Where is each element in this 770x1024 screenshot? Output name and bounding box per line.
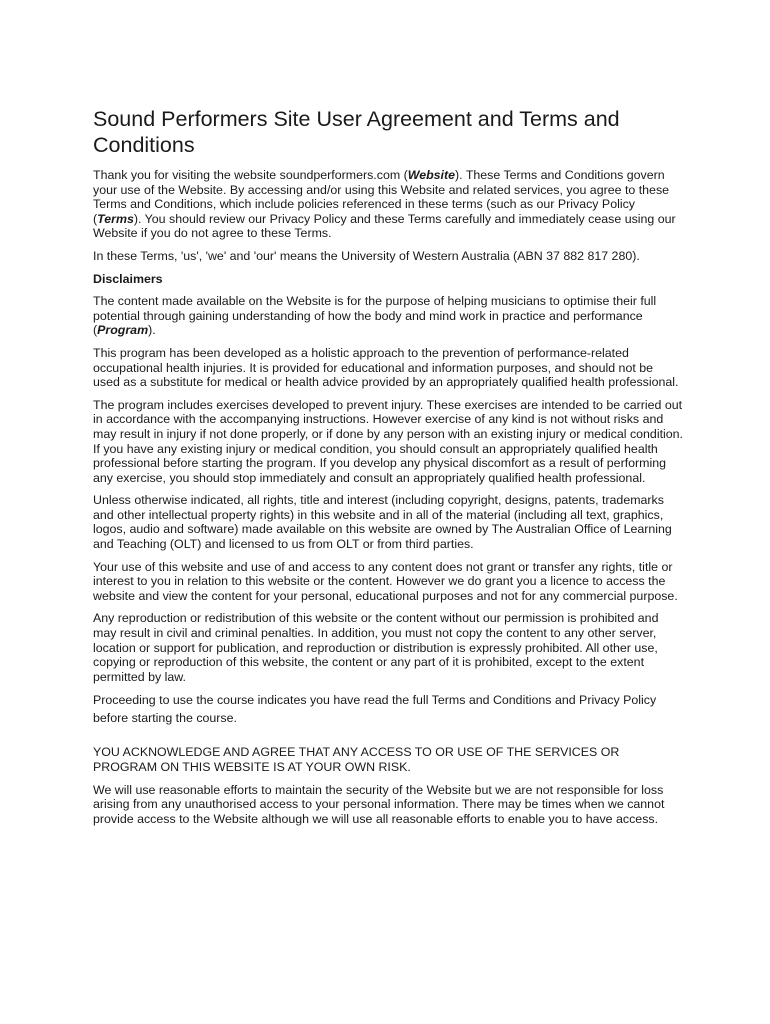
website-term: Website <box>407 168 456 182</box>
security-paragraph: We will use reasonable efforts to maintain the security of the Website but we are not responsible for loss arising from any unauthorised access to your personal information. There may be times when we cannot provide access to the Website although we will use all reasonable efforts to enable you to have access. <box>93 782 665 826</box>
intro-text-2: ). These Terms and Conditions govern your use of the Website. By accessing and/or using this Website and related services, you agree to these Terms and Conditions, which include policies referenced in these terms (such as our Privacy Policy ( <box>93 168 670 226</box>
terms-term: Terms <box>97 211 134 226</box>
licence-paragraph: Your use of this website and use of and access to any content does not grant or transfer any rights, title or interest to you in relation to this website or the content. However we do grant you a licence to access the website and view the content for your personal, educational purposes and not for any commercial purpose. <box>93 559 678 603</box>
acknowledgement-paragraph: YOU ACKNOWLEDGE AND AGREE THAT ANY ACCESS TO OR USE OF THE SERVICES OR PROGRAM ON THIS WEBSITE IS AT YOUR OWN RISK. <box>93 745 620 774</box>
holistic-paragraph: This program has been developed as a holistic approach to the prevention of performance-related occupational health injuries. It is provided for educational and information purposes, and should not be used as a substitute for medical or health advice provided by an appropriately qualified health professional. <box>93 345 679 390</box>
program-term: Program <box>97 323 149 338</box>
intro-text-1: Thank you for visiting the website soundperformers.com ( <box>93 168 408 182</box>
document-body <box>93 106 683 834</box>
disclaimers-heading: Disclaimers <box>93 271 163 286</box>
page-title: Sound Performers Site User Agreement and Terms and Conditions <box>93 107 620 157</box>
program-paragraph <box>93 294 683 338</box>
exercise-paragraph: The program includes exercises developed to prevent injury. These exercises are intended to be carried out in accordance with the accompanying instructions. However exercise of any kind is not without risks and may result in injury if not done properly, or if done by any person with an existing injury or medical condition. If you have any existing injury or medical condition, you should consult an appropriately qualified health professional before starting the program. If you develop any physical discomfort as a result of performing any exercise, you should stop immediately and consult an appropriately qualified health professional. <box>93 397 684 485</box>
intro-text-3: ). You should review our Privacy Policy and these Terms carefully and immediately cease using our Website if you do not agree to these Terms. <box>93 211 676 241</box>
program-text-2: ). <box>148 323 156 338</box>
rights-paragraph: Unless otherwise indicated, all rights, title and interest (including copyright, designs, patents, trademarks and other intellectual property rights) in this website and in all of the material (including all text, graphics, logos, audio and software) made available on this website are owned by The Australian Office of Learning and Teaching (OLT) and licensed to us from OLT or from third parties. <box>93 493 672 552</box>
course-paragraph: Proceeding to use the course indicates you have read the full Terms and Conditions and Privacy Policy before starting the course. <box>93 693 657 725</box>
intro-paragraph <box>93 168 683 241</box>
reproduction-paragraph: Any reproduction or redistribution of this website or the content without our permission is prohibited and may result in civil and criminal penalties. In addition, you must not copy the content to any other server, location or support for publication, and reproduction or distribution is expressly prohibited. All other use, copying or reproduction of this website, the content or any part of it is prohibited, except to the extent permitted by law. <box>93 611 659 684</box>
definitions-paragraph: In these Terms, 'us', 'we' and 'our' means the University of Western Australia (ABN 37 882 817 280). <box>93 248 640 263</box>
program-text-1: The content made available on the Website is for the purpose of helping musicians to optimise their full potential through gaining understanding of how the body and mind work in practice and performance ( <box>93 294 657 338</box>
